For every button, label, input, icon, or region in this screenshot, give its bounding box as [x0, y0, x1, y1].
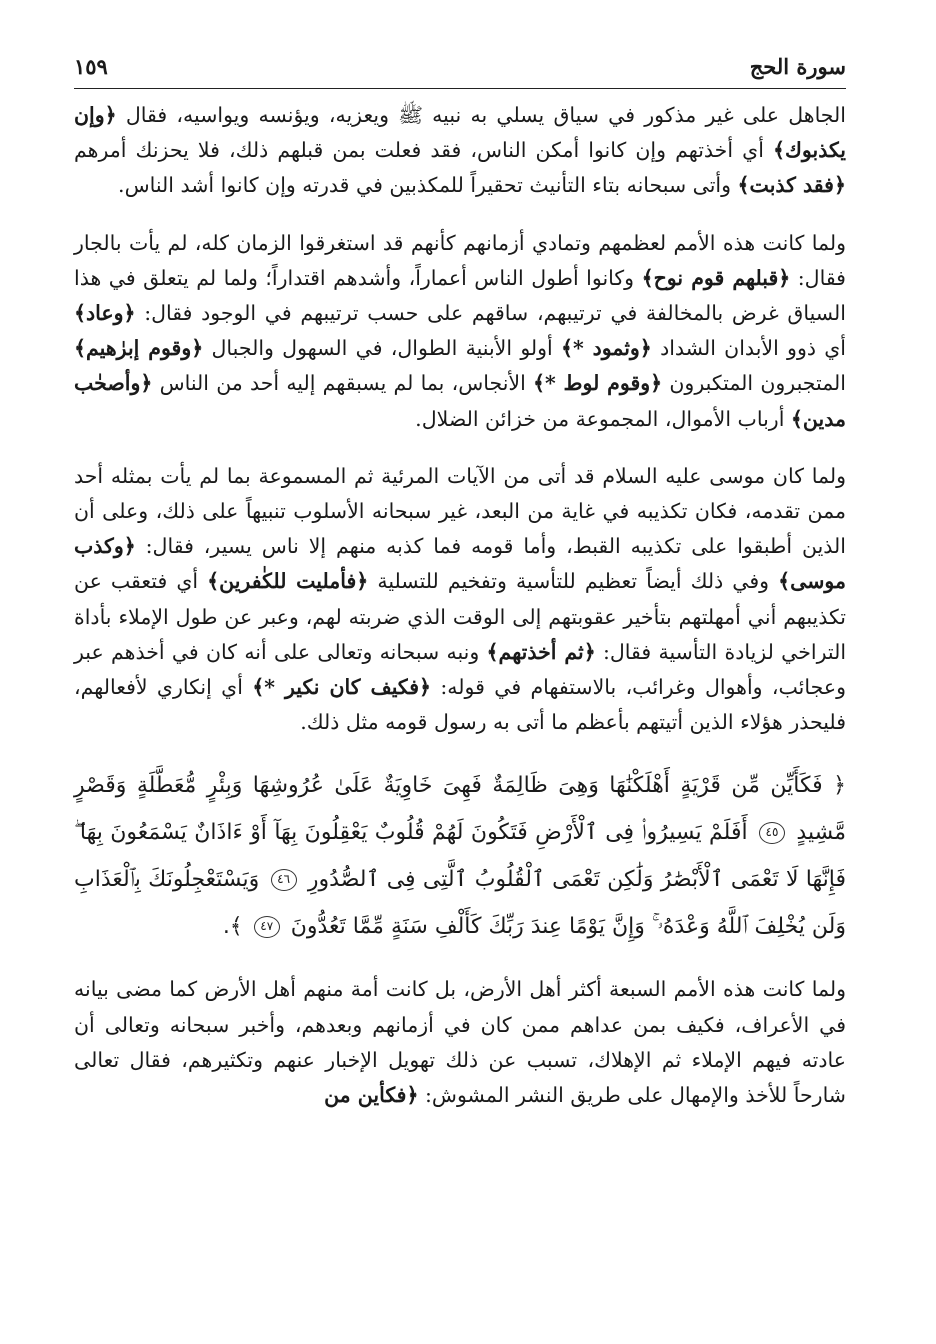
quran-quote: ﴿وقوم إبرٰهيم﴾	[74, 336, 204, 361]
paragraph-3	[74, 459, 846, 741]
text-run: الجاهل على غير مذكور في سياق يسلي به نبيه ﷺ ويعزيه، ويؤنسه ويواسيه، فقال	[116, 103, 846, 127]
text-run: ولما كان موسى عليه السلام قد أتى من الآيات المرئية ثم المسموعة بما لم يأت بمثله أحد ممن تقدمه، فكان تكذيبه في غاية من البعد، غير سبحانه الأسلوب تنبيهاً على ذلك، وعلى أن الذين أطبقوا على تكذيبه القبط، وأما قومه فما كذبه منهم إلا ناس يسير، فقال:	[74, 463, 846, 559]
text-run: أي إنكاري لأفعالهم، فليحذر هؤلاء الذين أتيتهم بأعظم ما أتى به رسول قومه مثل ذلك.	[74, 675, 846, 735]
page-body	[74, 98, 846, 1135]
text-run: أرباب الأموال، المجموعة من خزائن الضلال.	[415, 406, 791, 431]
quran-verses-block	[74, 762, 846, 950]
quran-quote: ﴿وعاد﴾	[74, 301, 136, 326]
quran-quote: ﴿قبلهم قوم نوح﴾	[641, 265, 791, 290]
verse-number-marker: ٤٥	[759, 822, 785, 844]
paragraph-2	[74, 226, 846, 437]
text-run: ولما كانت هذه الأمم لعظمهم وتمادي أزمانهم كأنهم قد استغرقوا الزمان كله، لم يأت بالجار فقال:	[74, 230, 846, 290]
text-run: أي فتعقب عن تكذيبهم أني أمهلتهم بتأخير عقوبتهم إلى الوقت الذي ضربته لهم، وعبر عن طول الإملاء بأداة التراخي لزيادة التأسية فقال:	[74, 569, 847, 664]
page-header	[74, 48, 846, 89]
ornate-bracket-open: ﴿	[833, 773, 846, 799]
text-run: وكانوا أطول الناس أعماراً، وأشدهم اقتداراً؛ ولما لم يتعلق في هذا السياق غرض بالمخالفة في ترتيبهم، ساقهم على حسب ترتيبهم في الوجود فقال:	[74, 265, 846, 326]
ornate-bracket-close: ﴾.	[222, 914, 243, 940]
text-run: أي ذوو الأبدان الشداد	[651, 336, 846, 361]
verse-number-marker: ٤٧	[254, 916, 280, 938]
verse-number-marker: ٤٦	[271, 869, 297, 891]
quran-quote: ﴿وأصحٰب مدين﴾	[74, 371, 846, 431]
page-number: ١٥٩	[74, 54, 108, 79]
text-run: المتجبرون المتكبرون	[662, 371, 846, 396]
verse-47: وَيَسْتَعْجِلُونَكَ بِٱلْعَذَابِ وَلَن يُخْلِفَ ٱللَّهُ وَعْدَهُۥ ۚ وَإِنَّ يَوْمًا عِندَ رَبِّكَ كَأَلْفِ سَنَةٍ مِّمَّا تَعُدُّونَ	[74, 867, 846, 940]
quran-quote: ﴿فأمليت للكٰفرين﴾	[207, 569, 369, 594]
text-run: ونبه سبحانه وتعالى على أنه كان في أخذهم عبر وعجائب، وأهوال وغرائب، بالاستفهام في قوله:	[74, 639, 846, 700]
quran-quote: ﴿وثمود *﴾	[561, 336, 652, 361]
quran-quote: ﴿وقوم لوط *﴾	[533, 371, 663, 396]
quran-quote: ﴿وإن يكذبوك﴾	[74, 103, 846, 163]
text-run: الأنجاس، بما لم يسبقهم إليه أحد من الناس	[152, 371, 533, 396]
verse-46: أَفَلَمْ يَسِيرُوا۟ فِى ٱلْأَرْضِ فَتَكُونَ لَهُمْ قُلُوبٌ يَعْقِلُونَ بِهَآ أَوْ ءَاذَانٌ يَسْمَعُونَ بِهَا ۖ فَإِنَّهَا لَا تَعْمَى ٱلْأَبْصَٰرُ وَلَٰكِن تَعْمَى ٱلْقُلُوبُ ٱلَّتِى فِى ٱلصُّدُورِ	[74, 820, 846, 893]
quran-quote: ﴿فكيف كان نكير *﴾	[252, 675, 432, 700]
quran-quote: ﴿وكذب موسى﴾	[74, 534, 846, 594]
quran-quote: ﴿فقد كذبت﴾	[737, 173, 846, 198]
text-run: ولما كانت هذه الأمم السبعة أكثر أهل الأرض، بل كانت أمة منهم أهل الأرض كما مضى بيانه في الأعراف، فكيف بمن عداهم ممن كان في أزمانهم وبعدهم، وأخبر سبحانه وتعالى أن عادته فيهم الإملاء ثم الإهلاك، تسبب عن ذلك تهويل الإخبار عنهم وتكثيرهم، فقال تعالى شارحاً للأخذ والإمهال على طريق النشر المشوش:	[74, 977, 846, 1108]
surah-title: سورة الحج	[749, 54, 846, 79]
text-run: أي أخذتهم وإن كانوا أمكن الناس، فقد فعلت بمن قبلهم ذلك، فلا يحزنك أمرهم	[74, 138, 773, 163]
verse-45: فَكَأَيِّن مِّن قَرْيَةٍ أَهْلَكْنَٰهَا وَهِىَ ظَالِمَةٌ فَهِىَ خَاوِيَةٌ عَلَىٰ عُرُوشِهَا وَبِئْرٍ مُّعَطَّلَةٍ وَقَصْرٍ مَّشِيدٍ	[74, 773, 847, 846]
text-run: أولو الأبنية الطوال، في السهول والجبال	[203, 336, 562, 361]
text-run: وفي ذلك أيضاً تعظيم للتأسية وتفخيم للتسلية	[368, 569, 779, 594]
text-run: وأتى سبحانه بتاء التأنيث تحقيراً للمكذبين في قدرته وإن كانوا أشد الناس.	[118, 173, 738, 198]
quran-quote: ﴿فكأين من	[324, 1083, 419, 1108]
paragraph-1	[74, 98, 846, 204]
quran-quote: ﴿ثم أخذتهم﴾	[486, 639, 596, 664]
paragraph-4	[74, 972, 846, 1113]
